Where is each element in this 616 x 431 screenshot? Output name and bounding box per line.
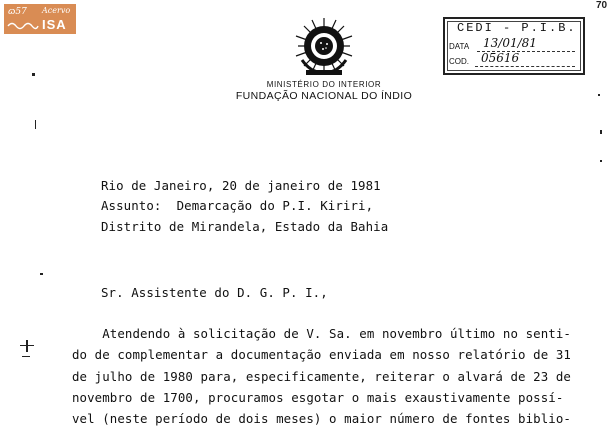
body-line: Atendendo à solicitação de V. Sa. em novembro último no senti-: [72, 326, 571, 341]
body-line: de julho de 1980 para, especificamente, reiterar o alvará de 23 de: [72, 369, 571, 384]
subject-line-2: Distrito de Mirandela, Estado da Bahia: [101, 219, 389, 234]
date-line: Rio de Janeiro, 20 de janeiro de 1981: [101, 178, 381, 193]
isa-logo: [4, 4, 76, 34]
body-line: do de complementar a documentação enviada em nosso relatório de 31: [72, 347, 571, 362]
scan-speck: [600, 160, 602, 162]
scan-speck: [26, 340, 28, 352]
scan-speck: [40, 273, 43, 275]
archive-stamp: [443, 17, 585, 75]
coat-of-arms-icon: [292, 16, 356, 78]
logo-script-mark: ɷ57: [8, 7, 27, 17]
logo-top-text: Acervo: [42, 6, 71, 15]
logo-main-text: ISA: [42, 17, 67, 32]
stamp-cod-value: 05616: [481, 51, 520, 65]
ministry-heading: MINISTÉRIO DO INTERIOR: [266, 80, 382, 89]
body-line: vel (neste período de dois meses) o maior número de fontes biblio-: [72, 411, 571, 426]
scan-speck: [600, 130, 602, 134]
scan-speck: [35, 120, 36, 129]
salutation: Sr. Assistente do D. G. P. I.,: [101, 285, 328, 300]
scan-speck: [32, 73, 35, 76]
stamp-date-label: DATA: [449, 42, 470, 51]
stamp-title: CEDI - P.I.B.: [457, 21, 577, 35]
foundation-heading: FUNDAÇÃO NACIONAL DO ÍNDIO: [235, 90, 413, 102]
scan-speck: [598, 94, 600, 96]
subject-line-1: Assunto: Demarcação do P.I. Kiriri,: [101, 198, 374, 213]
stamp-date-value: 13/01/81: [483, 36, 537, 50]
scan-speck: [22, 356, 30, 357]
page-number: 70: [596, 0, 608, 11]
stamp-cod-line: [475, 66, 575, 67]
stamp-cod-label: COD.: [449, 57, 469, 66]
logo-wave-icon: [7, 20, 39, 30]
body-line: novembro de 1700, procuramos esgotar o mais exaustivamente possí-: [72, 390, 564, 405]
